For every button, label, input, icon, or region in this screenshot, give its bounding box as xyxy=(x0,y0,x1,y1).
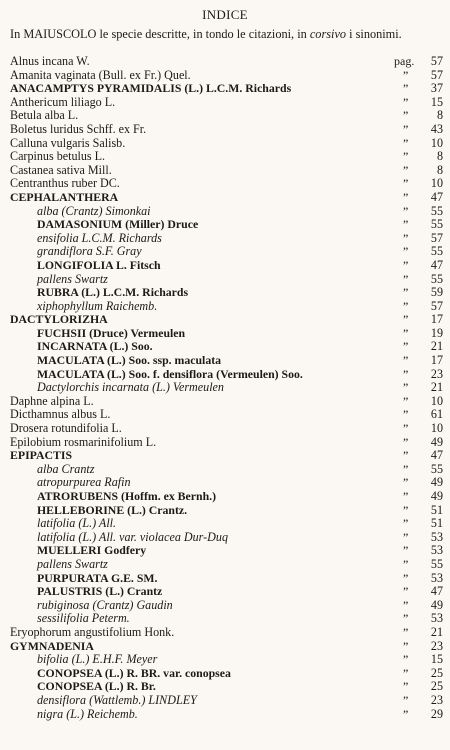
index-entry xyxy=(0,408,450,422)
entry-name: alba (Crantz) Simonkai xyxy=(37,203,151,218)
index-entry xyxy=(0,368,450,382)
page-number: 55 xyxy=(430,461,443,476)
index-entry xyxy=(0,96,450,110)
ditto-mark: ” xyxy=(403,108,409,123)
ditto-mark: ” xyxy=(403,556,409,571)
entry-name: Centranthus ruber DC. xyxy=(10,176,120,191)
ditto-mark: ” xyxy=(403,597,409,612)
index-entry xyxy=(0,164,450,178)
entry-name: pallens Swartz xyxy=(37,556,108,571)
index-entry xyxy=(0,340,450,354)
entry-name: sessilifolia Peterm. xyxy=(37,611,130,626)
index-entry xyxy=(0,463,450,477)
index-entry xyxy=(0,381,450,395)
index-entry xyxy=(0,123,450,137)
legend-text-italic: corsivo xyxy=(309,27,347,41)
ditto-mark: ” xyxy=(403,516,409,531)
page-number: 47 xyxy=(430,584,443,599)
ditto-mark: ” xyxy=(403,94,409,109)
index-entry xyxy=(0,680,450,694)
entry-name: MUELLERI Godfery xyxy=(37,543,147,558)
page-number: 57 xyxy=(430,67,443,82)
entry-name: CONOPSEA (L.) R. BR. var. conopsea xyxy=(37,665,231,680)
page-number: 15 xyxy=(430,94,443,109)
index-entry xyxy=(0,327,450,341)
ditto-mark: ” xyxy=(403,298,409,313)
page-number: 55 xyxy=(430,271,443,286)
ditto-mark: ” xyxy=(403,380,409,395)
legend-text-end: i sinonimi. xyxy=(346,27,402,41)
page-number: 8 xyxy=(436,108,443,123)
ditto-mark: ” xyxy=(403,624,409,639)
ditto-mark: ” xyxy=(403,230,409,245)
ditto-mark: ” xyxy=(403,67,409,82)
index-entry xyxy=(0,137,450,151)
ditto-mark: ” xyxy=(403,570,409,585)
entry-name: DACTYLORIZHA xyxy=(10,312,108,327)
index-entry xyxy=(0,218,450,232)
index-entry xyxy=(0,490,450,504)
ditto-mark: ” xyxy=(403,584,409,599)
ditto-mark: ” xyxy=(403,121,409,136)
page-number: 8 xyxy=(436,149,443,164)
ditto-mark: ” xyxy=(403,611,409,626)
index-entry xyxy=(0,69,450,83)
entry-name: MACULATA (L.) Soo. f. densiflora (Vermeulen) Soo. xyxy=(37,366,303,381)
page-number: 55 xyxy=(430,244,443,259)
entry-name: Boletus luridus Schff. ex Fr. xyxy=(10,121,147,136)
page-number: 23 xyxy=(430,366,443,381)
index-entry xyxy=(0,55,450,69)
entry-name: xiphophyllum Raichemb. xyxy=(37,298,158,313)
page-number: 17 xyxy=(430,312,443,327)
ditto-mark: ” xyxy=(403,692,409,707)
entry-name: HELLEBORINE (L.) Crantz. xyxy=(37,502,188,517)
ditto-mark: ” xyxy=(403,543,409,558)
index-entry xyxy=(0,599,450,613)
entry-name: Calluna vulgaris Salisb. xyxy=(10,135,126,150)
index-entry xyxy=(0,640,450,654)
entry-name: alba Crantz xyxy=(37,461,95,476)
page-label: pag. xyxy=(394,54,415,68)
page-number: 25 xyxy=(430,679,443,694)
entry-name: densiflora (Wattlemb.) LINDLEY xyxy=(37,692,197,707)
page-number: 51 xyxy=(430,516,443,531)
ditto-mark: ” xyxy=(403,434,409,449)
ditto-mark: ” xyxy=(403,489,409,503)
ditto-mark: ” xyxy=(403,285,409,300)
page-number: 57 xyxy=(430,298,443,313)
entry-name: Dicthamnus albus L. xyxy=(10,407,111,422)
entry-name: Betula alba L. xyxy=(10,108,79,123)
entry-name: CEPHALANTHERA xyxy=(10,189,119,204)
index-entry xyxy=(0,476,450,490)
page-number: 53 xyxy=(430,611,443,626)
entry-name: Dactylorchis incarnata (L.) Vermeulen xyxy=(37,380,224,395)
page-number: 47 xyxy=(430,257,443,272)
ditto-mark: ” xyxy=(403,665,409,680)
page-number: 57 xyxy=(430,230,443,245)
index-entry xyxy=(0,395,450,409)
page-number: 21 xyxy=(430,624,443,639)
ditto-mark: ” xyxy=(403,271,409,286)
entry-name: INCARNATA (L.) Soo. xyxy=(37,339,153,354)
page-number: 21 xyxy=(430,339,443,354)
page-number: 23 xyxy=(430,692,443,707)
page-number: 51 xyxy=(430,502,443,517)
entry-name: latifolia (L.) All. var. violacea Dur-Duq xyxy=(37,529,229,544)
index-entry xyxy=(0,259,450,273)
entry-name: LONGIFOLIA L. Fitsch xyxy=(37,257,161,272)
page-number: 49 xyxy=(430,475,443,490)
page-number: 59 xyxy=(430,285,443,300)
page-number: 55 xyxy=(430,556,443,571)
index-entry xyxy=(0,313,450,327)
index-entry xyxy=(0,585,450,599)
entry-name: Carpinus betulus L. xyxy=(10,149,106,164)
page-number: 49 xyxy=(430,489,443,503)
ditto-mark: ” xyxy=(403,366,409,381)
page-number: 10 xyxy=(430,393,443,408)
entry-name: Eryophorum angustifolium Honk. xyxy=(10,624,175,639)
index-entry xyxy=(0,544,450,558)
index-list xyxy=(0,55,450,721)
ditto-mark: ” xyxy=(403,448,409,463)
index-entry xyxy=(0,667,450,681)
index-entry xyxy=(0,245,450,259)
page-number: 15 xyxy=(430,652,443,667)
entry-name: nigra (L.) Reichemb. xyxy=(37,706,138,721)
entry-name: PURPURATA G.E. SM. xyxy=(37,570,158,585)
page-number: 55 xyxy=(430,217,443,232)
index-entry xyxy=(0,612,450,626)
page-number: 43 xyxy=(430,121,443,136)
entry-name: Alnus incana W. xyxy=(10,54,90,68)
page-number: 47 xyxy=(430,189,443,204)
page-number: 53 xyxy=(430,543,443,558)
ditto-mark: ” xyxy=(403,217,409,232)
entry-name: GYMNADENIA xyxy=(10,638,94,653)
entry-name: Drosera rotundifolia L. xyxy=(10,421,122,436)
index-entry xyxy=(0,653,450,667)
page-number: 55 xyxy=(430,203,443,218)
ditto-mark: ” xyxy=(403,638,409,653)
entry-name: Anthericum liliago L. xyxy=(10,94,116,109)
index-entry xyxy=(0,504,450,518)
ditto-mark: ” xyxy=(403,257,409,272)
entry-name: Epilobium rosmarinifolium L. xyxy=(10,434,157,449)
page-number: 17 xyxy=(430,353,443,368)
ditto-mark: ” xyxy=(403,325,409,340)
ditto-mark: ” xyxy=(403,502,409,517)
index-entry xyxy=(0,626,450,640)
entry-name: EPIPACTIS xyxy=(10,448,73,463)
index-entry xyxy=(0,422,450,436)
ditto-mark: ” xyxy=(403,189,409,204)
entry-name: ANACAMPTYS PYRAMIDALIS (L.) L.C.M. Richards xyxy=(10,81,292,96)
page-number: 25 xyxy=(430,665,443,680)
entry-name: rubiginosa (Crantz) Gaudin xyxy=(37,597,173,612)
page-number: 49 xyxy=(430,434,443,449)
ditto-mark: ” xyxy=(403,421,409,436)
ditto-mark: ” xyxy=(403,176,409,191)
index-entry xyxy=(0,205,450,219)
page-number: 49 xyxy=(430,597,443,612)
index-entry xyxy=(0,273,450,287)
page-number: 10 xyxy=(430,176,443,191)
index-entry xyxy=(0,286,450,300)
legend-text-start: In MAIUSCOLO le specie descritte, in tondo le citazioni, in xyxy=(10,27,310,41)
entry-name: CONOPSEA (L.) R. Br. xyxy=(37,679,156,694)
index-entry xyxy=(0,191,450,205)
index-entry xyxy=(0,177,450,191)
index-entry xyxy=(0,232,450,246)
page-number: 29 xyxy=(430,706,443,721)
entry-name: grandiflora S.F. Gray xyxy=(37,244,142,259)
entry-name: ATRORUBENS (Hoffm. ex Bernh.) xyxy=(37,489,217,503)
ditto-mark: ” xyxy=(403,461,409,476)
index-legend xyxy=(10,27,446,42)
entry-name: RUBRA (L.) L.C.M. Richards xyxy=(37,285,189,300)
ditto-mark: ” xyxy=(403,652,409,667)
index-entry xyxy=(0,150,450,164)
entry-name: ensifolia L.C.M. Richards xyxy=(37,230,162,245)
index-entry xyxy=(0,572,450,586)
ditto-mark: ” xyxy=(403,407,409,422)
page-number: 47 xyxy=(430,448,443,463)
index-entry xyxy=(0,300,450,314)
page-title: INDICE xyxy=(202,7,248,22)
ditto-mark: ” xyxy=(403,312,409,327)
entry-name: Amanita vaginata (Bull. ex Fr.) Quel. xyxy=(10,67,191,82)
index-entry xyxy=(0,694,450,708)
entry-name: pallens Swartz xyxy=(37,271,108,286)
ditto-mark: ” xyxy=(403,244,409,259)
entry-name: FUCHSII (Druce) Vermeulen xyxy=(37,325,186,340)
entry-name: latifolia (L.) All. xyxy=(37,516,117,531)
entry-name: Castanea sativa Mill. xyxy=(10,162,112,177)
entry-name: MACULATA (L.) Soo. ssp. maculata xyxy=(37,353,222,368)
page-number: 53 xyxy=(430,570,443,585)
ditto-mark: ” xyxy=(403,135,409,150)
ditto-mark: ” xyxy=(403,203,409,218)
page-number: 37 xyxy=(430,81,443,96)
ditto-mark: ” xyxy=(403,679,409,694)
index-entry xyxy=(0,82,450,96)
ditto-mark: ” xyxy=(403,339,409,354)
index-entry xyxy=(0,558,450,572)
index-entry xyxy=(0,354,450,368)
page-number: 19 xyxy=(430,325,443,340)
index-entry xyxy=(0,449,450,463)
ditto-mark: ” xyxy=(403,529,409,544)
page-number: 57 xyxy=(430,54,443,68)
index-entry xyxy=(0,517,450,531)
index-entry xyxy=(0,531,450,545)
page-number: 23 xyxy=(430,638,443,653)
page-number: 21 xyxy=(430,380,443,395)
index-entry xyxy=(0,708,450,722)
ditto-mark: ” xyxy=(403,706,409,721)
index-entry xyxy=(0,436,450,450)
ditto-mark: ” xyxy=(403,353,409,368)
entry-name: bifolia (L.) E.H.F. Meyer xyxy=(37,652,158,667)
index-entry xyxy=(0,109,450,123)
ditto-mark: ” xyxy=(403,81,409,96)
page-number: 10 xyxy=(430,421,443,436)
page-number: 8 xyxy=(436,162,443,177)
entry-name: Daphne alpina L. xyxy=(10,393,94,408)
ditto-mark: ” xyxy=(403,149,409,164)
ditto-mark: ” xyxy=(403,162,409,177)
ditto-mark: ” xyxy=(403,393,409,408)
page-number: 61 xyxy=(430,407,443,422)
page-number: 53 xyxy=(430,529,443,544)
entry-name: atropurpurea Rafin xyxy=(37,475,131,490)
entry-name: PALUSTRIS (L.) Crantz xyxy=(37,584,163,599)
page-number: 10 xyxy=(430,135,443,150)
ditto-mark: ” xyxy=(403,475,409,490)
entry-name: DAMASONIUM (Miller) Druce xyxy=(37,217,199,232)
